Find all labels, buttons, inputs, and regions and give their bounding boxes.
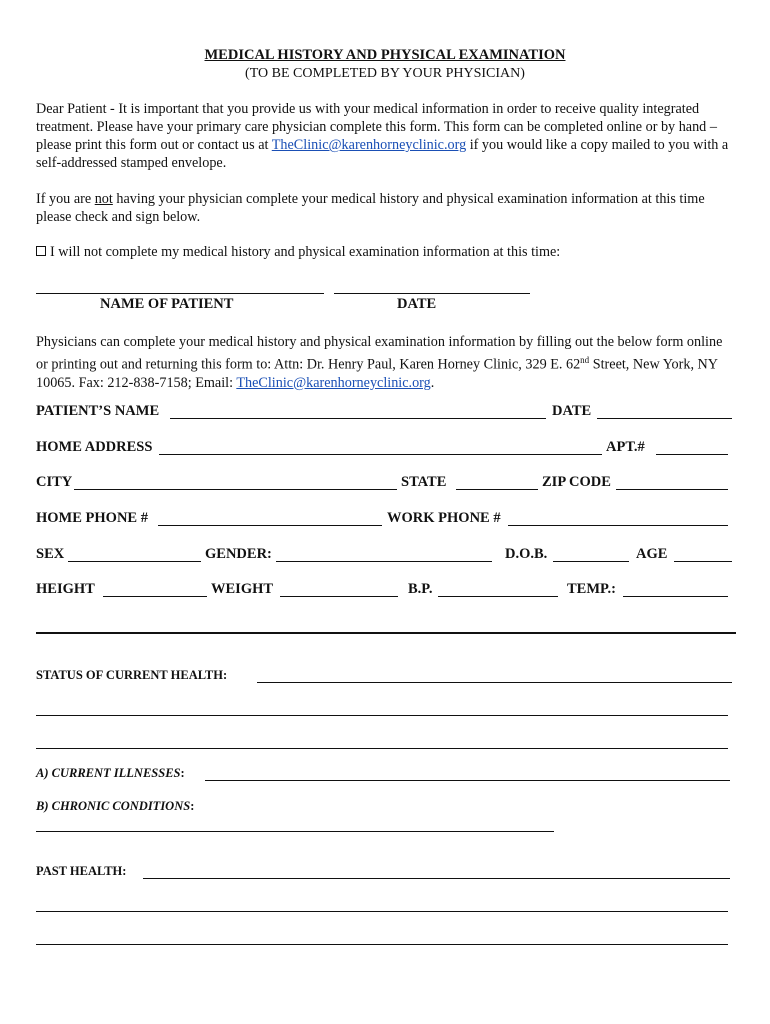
home-address-field[interactable] <box>159 454 602 455</box>
status-current-health-line-3[interactable] <box>36 748 728 749</box>
status-current-health-label: STATUS OF CURRENT HEALTH: <box>36 668 228 682</box>
patient-name-label: PATIENT’S NAME <box>36 403 160 419</box>
clinic-email-link-2[interactable]: TheClinic@karenhorneyclinic.org <box>236 374 431 391</box>
section-divider <box>36 632 736 634</box>
current-illnesses-text: A) CURRENT ILLNESSES <box>36 766 181 780</box>
home-address-label: HOME ADDRESS <box>36 439 153 455</box>
home-phone-label: HOME PHONE # <box>36 510 148 526</box>
decline-checkbox-label: I will not complete my medical history and physical examination information at this time: <box>50 244 561 260</box>
chronic-conditions-field[interactable] <box>36 831 554 832</box>
gender-label: GENDER: <box>205 546 272 562</box>
bp-field[interactable] <box>438 596 558 597</box>
date-label: DATE <box>552 403 592 419</box>
intro-text: Dear Patient - It is important that you provide us with your medical information in order to receive quality integrated treatment. Please have your primary care physician complete this form. This form can be completed online or by hand – please print this form out or contact us at <box>36 101 717 153</box>
state-label: STATE <box>401 474 447 490</box>
status-current-health-field[interactable] <box>257 682 732 683</box>
decline-text-end: having your physician complete your medical history and physical examination information at this time please check and sign below. <box>36 191 705 225</box>
city-field[interactable] <box>74 489 397 490</box>
sex-label: SEX <box>36 546 65 562</box>
work-phone-label: WORK PHONE # <box>387 510 501 526</box>
not-emphasis: not <box>94 191 113 207</box>
clinic-email-link[interactable]: TheClinic@karenhorneyclinic.org <box>271 137 467 153</box>
intro-paragraph <box>36 100 736 172</box>
bp-label: B.P. <box>408 581 433 597</box>
apt-label: APT.# <box>606 439 645 455</box>
home-phone-field[interactable] <box>158 525 382 526</box>
physician-info-text: Physicians can complete your medical history and physical examination information by filling out the below form online or printing out and returning this form to: Attn: Dr. Henry Paul, Karen Horney Clinic, 329 E. 62 <box>36 334 723 373</box>
weight-field[interactable] <box>280 596 398 597</box>
decline-date-label: DATE <box>397 296 437 312</box>
age-label: AGE <box>636 546 668 562</box>
temp-field[interactable] <box>623 596 728 597</box>
height-label: HEIGHT <box>36 581 95 597</box>
weight-label: WEIGHT <box>211 581 274 597</box>
colon: : <box>180 766 185 780</box>
past-health-field[interactable] <box>143 878 730 879</box>
intro-text-end: if you would like a copy mailed to you with a self-addressed stamped envelope. <box>36 137 729 171</box>
past-health-line-2[interactable] <box>36 911 728 912</box>
work-phone-field[interactable] <box>508 525 728 526</box>
physician-info-paragraph <box>36 333 736 392</box>
decline-date-line[interactable] <box>334 293 530 294</box>
decline-paragraph <box>36 190 736 226</box>
state-field[interactable] <box>456 489 538 490</box>
patient-name-field[interactable] <box>170 418 546 419</box>
date-field[interactable] <box>597 418 732 419</box>
ordinal-suffix: nd <box>580 355 590 365</box>
dob-field[interactable] <box>553 561 629 562</box>
patient-name-signature-line[interactable] <box>36 293 324 294</box>
decline-checkbox[interactable] <box>36 246 46 256</box>
dob-label: D.O.B. <box>505 546 548 562</box>
height-field[interactable] <box>103 596 207 597</box>
sex-field[interactable] <box>68 561 201 562</box>
past-health-label: PAST HEALTH: <box>36 864 127 878</box>
temp-label: TEMP.: <box>567 581 617 597</box>
status-current-health-line-2[interactable] <box>36 715 728 716</box>
age-field[interactable] <box>674 561 732 562</box>
colon: : <box>190 799 195 813</box>
decline-checkbox-row[interactable] <box>36 244 560 261</box>
physician-info-text-b: Street, New York, NY 10065. Fax: 212-838-7158; Email: <box>36 356 718 391</box>
decline-text: If you are <box>36 191 95 207</box>
current-illnesses-field[interactable] <box>205 780 730 781</box>
chronic-conditions-label <box>36 799 194 814</box>
zip-label: ZIP CODE <box>542 474 611 490</box>
gender-field[interactable] <box>276 561 492 562</box>
chronic-conditions-text: B) CHRONIC CONDITIONS <box>36 799 191 813</box>
name-of-patient-label: NAME OF PATIENT <box>100 296 234 312</box>
form-subtitle: (TO BE COMPLETED BY YOUR PHYSICIAN) <box>245 66 525 81</box>
current-illnesses-label <box>36 766 185 781</box>
physician-info-text-c: . <box>430 374 435 391</box>
past-health-line-3[interactable] <box>36 944 728 945</box>
city-label: CITY <box>36 474 73 490</box>
apt-field[interactable] <box>656 454 728 455</box>
form-title: MEDICAL HISTORY AND PHYSICAL EXAMINATION <box>204 47 566 63</box>
zip-field[interactable] <box>616 489 728 490</box>
